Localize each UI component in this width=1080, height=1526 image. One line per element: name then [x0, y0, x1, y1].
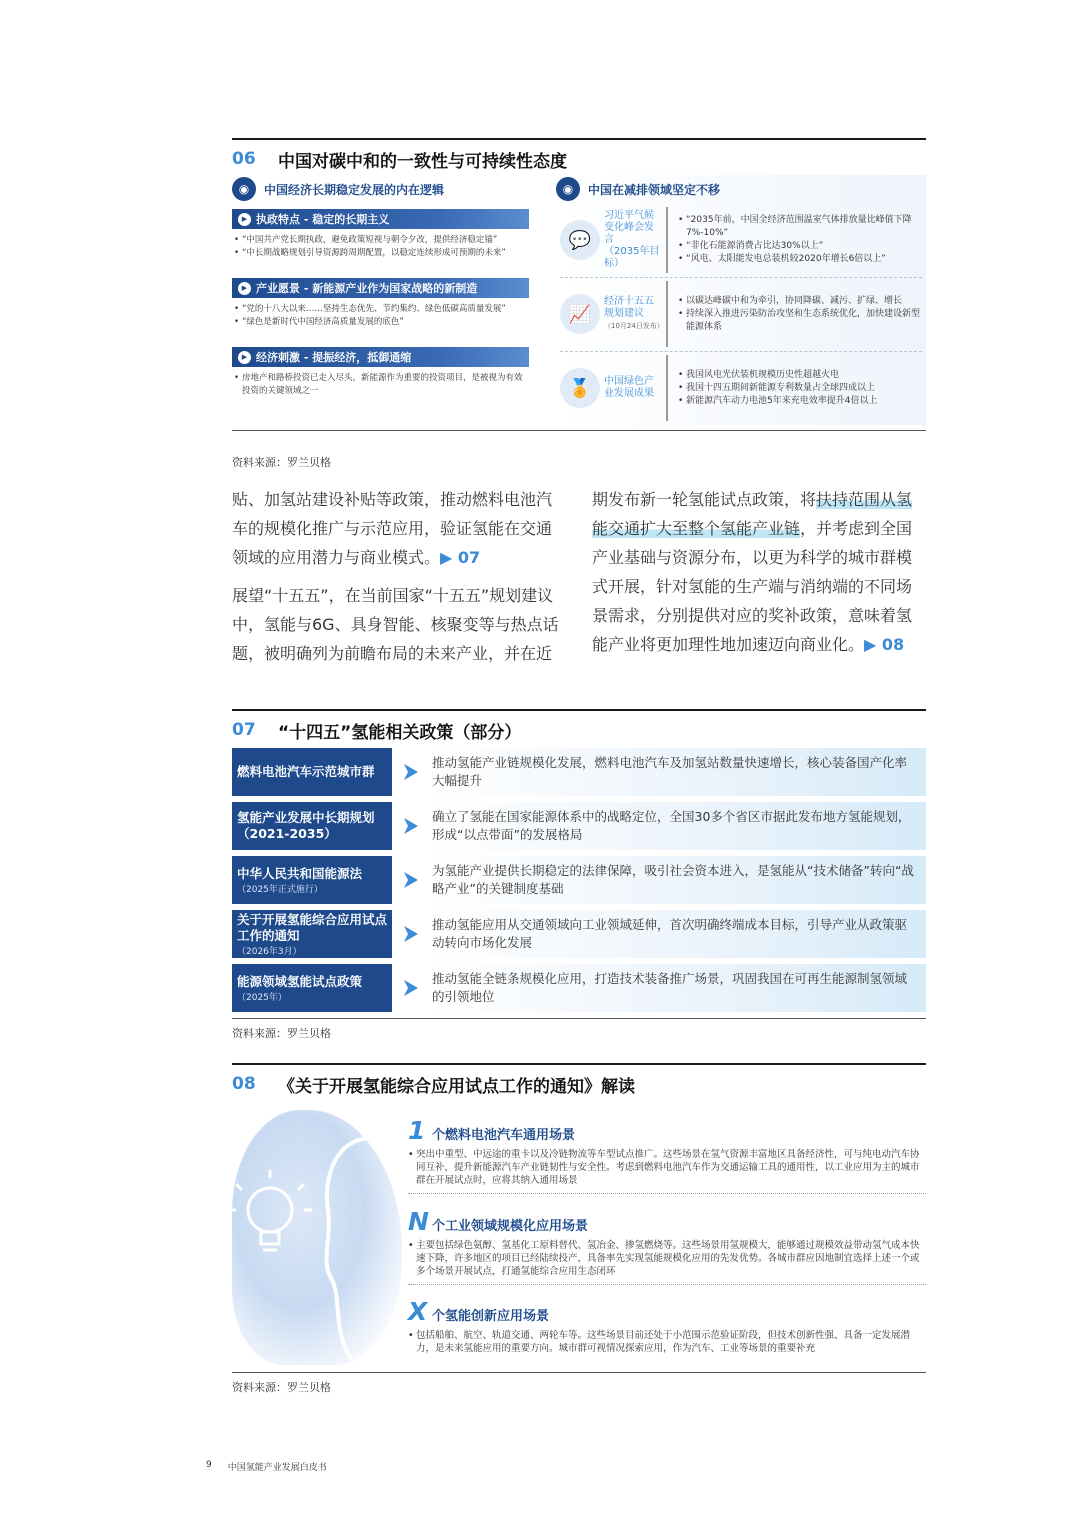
arrow-right-icon [402, 871, 420, 889]
logic-group [232, 209, 529, 260]
policy-row [232, 748, 926, 796]
emission-title: 中国在减排领域坚定不移 [588, 182, 721, 197]
arrow-right-icon [402, 979, 420, 997]
section-08-header [232, 1069, 635, 1099]
logic-bullet: • “绿色是新时代中国经济高质量发展的底色” [232, 316, 529, 329]
scenario-divider [408, 1193, 926, 1194]
section-08-number: 08 [232, 1074, 256, 1094]
scenario-block [408, 1297, 926, 1355]
logic-bullet: • “中长期战略规划引导资源跨周期配置，以稳定连续形成可预期的未来” [232, 247, 529, 260]
scenario-title: 个燃料电池汽车通用场景 [432, 1128, 576, 1143]
policy-label: 中华人民共和国能源法 （2025年正式施行） [232, 856, 392, 904]
chart-icon: 📈 [560, 294, 600, 334]
emission-bullet: • “非化石能源消费占比达30%以上” [676, 240, 926, 253]
source-note: 资料来源：罗兰贝格 [232, 456, 331, 469]
page-footer [206, 1460, 327, 1473]
section-08-title: 《关于开展氢能综合应用试点工作的通知》解读 [278, 1076, 635, 1097]
play-icon: ▶ [238, 213, 251, 226]
section-06-top-rule [232, 138, 926, 140]
scenario-divider [408, 1284, 926, 1285]
emission-header [556, 175, 926, 203]
scenario-text: • 主要包括绿色氨醇、氢基化工原料替代、氢冶金、掺氢燃烧等。这些场景用氢规模大，能够通过规模效益带动氢气成本快速下降，许多地区的项目已经陆续投产，具备率先实现氢能规模化应用的先发优势。各城市群应因地制宜选择上述一个或多个场景开展试点，打通氢能综合应用生态闭环 [408, 1239, 926, 1278]
logic-group [232, 347, 529, 398]
scenario-count: X [408, 1297, 428, 1326]
arrow-right-icon [402, 817, 420, 835]
emission-bullet: • “2035年前，中国全经济范围温室气体排放量比峰值下降7%-10%” [676, 214, 926, 240]
emission-row [556, 207, 926, 273]
policy-desc: 确立了氢能在国家能源体系中的战略定位，全国30多个省区市据此发布地方氢能规划，形成“以点带面”的发展格局 [424, 802, 926, 850]
policy-label: 氢能产业发展中长期规划（2021-2035） [232, 802, 392, 850]
scenario-count: N [408, 1207, 429, 1236]
medal-icon: 🏅 [560, 368, 600, 408]
policy-desc: 推动氢能产业链规模化发展，燃料电池汽车及加氢站数量快速增长，核心装备国产化率大幅提升 [424, 748, 926, 796]
section-08-bottom-rule [232, 1372, 926, 1373]
body-column-right [592, 485, 927, 668]
arrow-right-icon [402, 925, 420, 943]
paragraph: 期发布新一轮氢能试点政策，将扶持范围从氢能交通扩大至整个氢能产业链，并考虑到全国产业基础与资源分布，以更为科学的城市群模式开展，针对氢能的生产端与消纳端的不同场景需求，分别提供对应的奖补政策，意味着氢能产业将更加理性地加速迈向商业化。▶ 08 [592, 490, 913, 654]
section-07-header [232, 715, 521, 745]
logic-group-bar [232, 278, 529, 298]
logic-group-label: 产业愿景 - 新能源产业作为国家战略的新制造 [256, 282, 478, 295]
policy-desc: 为氢能产业提供长期稳定的法律保障，吸引社会资本进入，是氢能从“技术储备”转向“战略产业”的关键制度基础 [424, 856, 926, 904]
emission-bullet: • 新能源汽车动力电池5年来充电效率提升4倍以上 [676, 395, 926, 408]
swirl-icon: ◉ [556, 177, 580, 201]
policy-label: 燃料电池汽车示范城市群 [232, 748, 392, 796]
policy-label: 关于开展氢能综合应用试点工作的通知 （2026年3月） [232, 910, 392, 958]
scenario-block [408, 1207, 926, 1285]
source-note: 资料来源：罗兰贝格 [232, 1027, 331, 1040]
emission-row-label: 经济十五五规划建议 （10月24日发布） [604, 281, 668, 347]
logic-bullet: • 房地产和路桥投资已走入尽头，新能源作为重要的投资项目，是被视为有效投资的关键领域之一 [232, 372, 529, 398]
logic-group [232, 278, 529, 329]
policy-row [232, 910, 926, 958]
section-06-title: 中国对碳中和的一致性与可持续性态度 [278, 151, 567, 172]
speech-icon: 💬 [560, 220, 600, 260]
figure-ref-07[interactable]: ▶ 07 [440, 548, 481, 567]
emission-row-label: 中国绿色产业发展成果 [604, 355, 668, 421]
emission-bullet: • 我国十四五期间新能源专利数量占全球四成以上 [676, 382, 926, 395]
section-06-bottom-rule [232, 430, 926, 431]
section-07-number: 07 [232, 720, 256, 740]
head-lightbulb-illustration [232, 1110, 402, 1365]
play-icon: ▶ [238, 351, 251, 364]
logic-bullet: • “党的十八大以来……坚持生态优先、节约集约、绿色低碳高质量发展” [232, 303, 529, 316]
emission-panel [556, 175, 926, 425]
row-divider [560, 351, 922, 352]
scenario-block [408, 1116, 926, 1194]
economy-logic-panel [232, 175, 529, 425]
body-column-left [232, 485, 567, 677]
scenario-count: 1 [408, 1116, 426, 1145]
play-icon: ▶ [238, 282, 251, 295]
logic-group-bar [232, 209, 529, 229]
economy-logic-header [232, 175, 529, 203]
scenario-title: 个氢能创新应用场景 [432, 1309, 550, 1324]
logic-group-bar [232, 347, 529, 367]
emission-row [556, 281, 926, 347]
section-07-title: “十四五”氢能相关政策（部分） [278, 722, 522, 743]
logic-group-label: 经济刺激 - 提振经济，抵御通缩 [256, 351, 412, 364]
policy-label: 能源领域氢能试点政策 （2025年） [232, 964, 392, 1012]
policy-row [232, 964, 926, 1012]
section-07-top-rule [232, 709, 926, 711]
policy-desc: 推动氢能应用从交通领域向工业领域延伸，首次明确终端成本目标，引导产业从政策驱动转向市场化发展 [424, 910, 926, 958]
arrow-right-icon [402, 763, 420, 781]
paragraph: 贴、加氢站建设补贴等政策，推动燃料电池汽车的规模化推广与示范应用，验证氢能在交通领域的应用潜力与商业模式。▶ 07 [232, 490, 553, 567]
report-title: 中国氢能产业发展白皮书 [227, 1463, 327, 1473]
lightbulb-icon [232, 1110, 402, 1365]
row-divider [560, 277, 922, 278]
emission-bullet: • 持续深入推进污染防治攻坚和生态系统优化，加快建设新型能源体系 [676, 308, 926, 334]
emission-bullet: • 以碳达峰碳中和为牵引，协同降碳、减污、扩绿、增长 [676, 295, 926, 308]
section-07-bottom-rule [232, 1018, 926, 1019]
scenario-text: • 包括船舶、航空、轨道交通、两轮车等。这些场景目前还处于小范围示范验证阶段，但技术创新性强、具备一定发展潜力，是未来氢能应用的重要方向。城市群可视情况探索应用，作为汽车、工业等场景的重要补充 [408, 1329, 926, 1355]
emission-row [556, 355, 926, 421]
swirl-icon: ◉ [232, 177, 256, 201]
scenario-text: • 突出中重型、中远途的重卡以及冷链物流等车型试点推广。这些场景在氢气资源丰富地区具备经济性，可与纯电动汽车协同互补，提升新能源汽车产业链韧性与安全性。考虑到燃料电池汽车作为交通运输工具的通用性，以工业应用为主的城市群在开展试点时，应将其纳入通用场景 [408, 1148, 926, 1187]
economy-logic-title: 中国经济长期稳定发展的内在逻辑 [264, 182, 445, 197]
logic-group-label: 执政特点 - 稳定的长期主义 [256, 213, 390, 226]
section-08-top-rule [232, 1063, 926, 1065]
emission-row-label: 习近平气候变化峰会发言 （2035年目标） [604, 207, 668, 273]
policy-row [232, 802, 926, 850]
policy-desc: 推动氢能全链条规模化应用，打造技术装备推广场景，巩固我国在可再生能源制氢领域的引领地位 [424, 964, 926, 1012]
logic-bullet: • “中国共产党长期执政，避免政策短视与朝令夕改，提供经济稳定锚” [232, 234, 529, 247]
policy-row [232, 856, 926, 904]
section-06-number: 06 [232, 149, 256, 169]
emission-bullet: • “风电、太阳能发电总装机较2020年增长6倍以上” [676, 253, 926, 266]
source-note: 资料来源：罗兰贝格 [232, 1381, 331, 1394]
scenario-title: 个工业领域规模化应用场景 [432, 1219, 589, 1234]
emission-bullet: • 我国风电光伏装机规模历史性超越火电 [676, 369, 926, 382]
paragraph: 展望“十五五”，在当前国家“十五五”规划建议中，氢能与6G、具身智能、核聚变等与热点话题，被明确列为前瞻布局的未来产业，并在近 [232, 586, 559, 663]
highlight-text: 扶持范围从氢能交通扩大至整个氢能产业链 [592, 490, 913, 538]
section-06-header [232, 144, 567, 174]
page-number: 9 [206, 1460, 212, 1470]
figure-ref-08[interactable]: ▶ 08 [864, 635, 905, 654]
